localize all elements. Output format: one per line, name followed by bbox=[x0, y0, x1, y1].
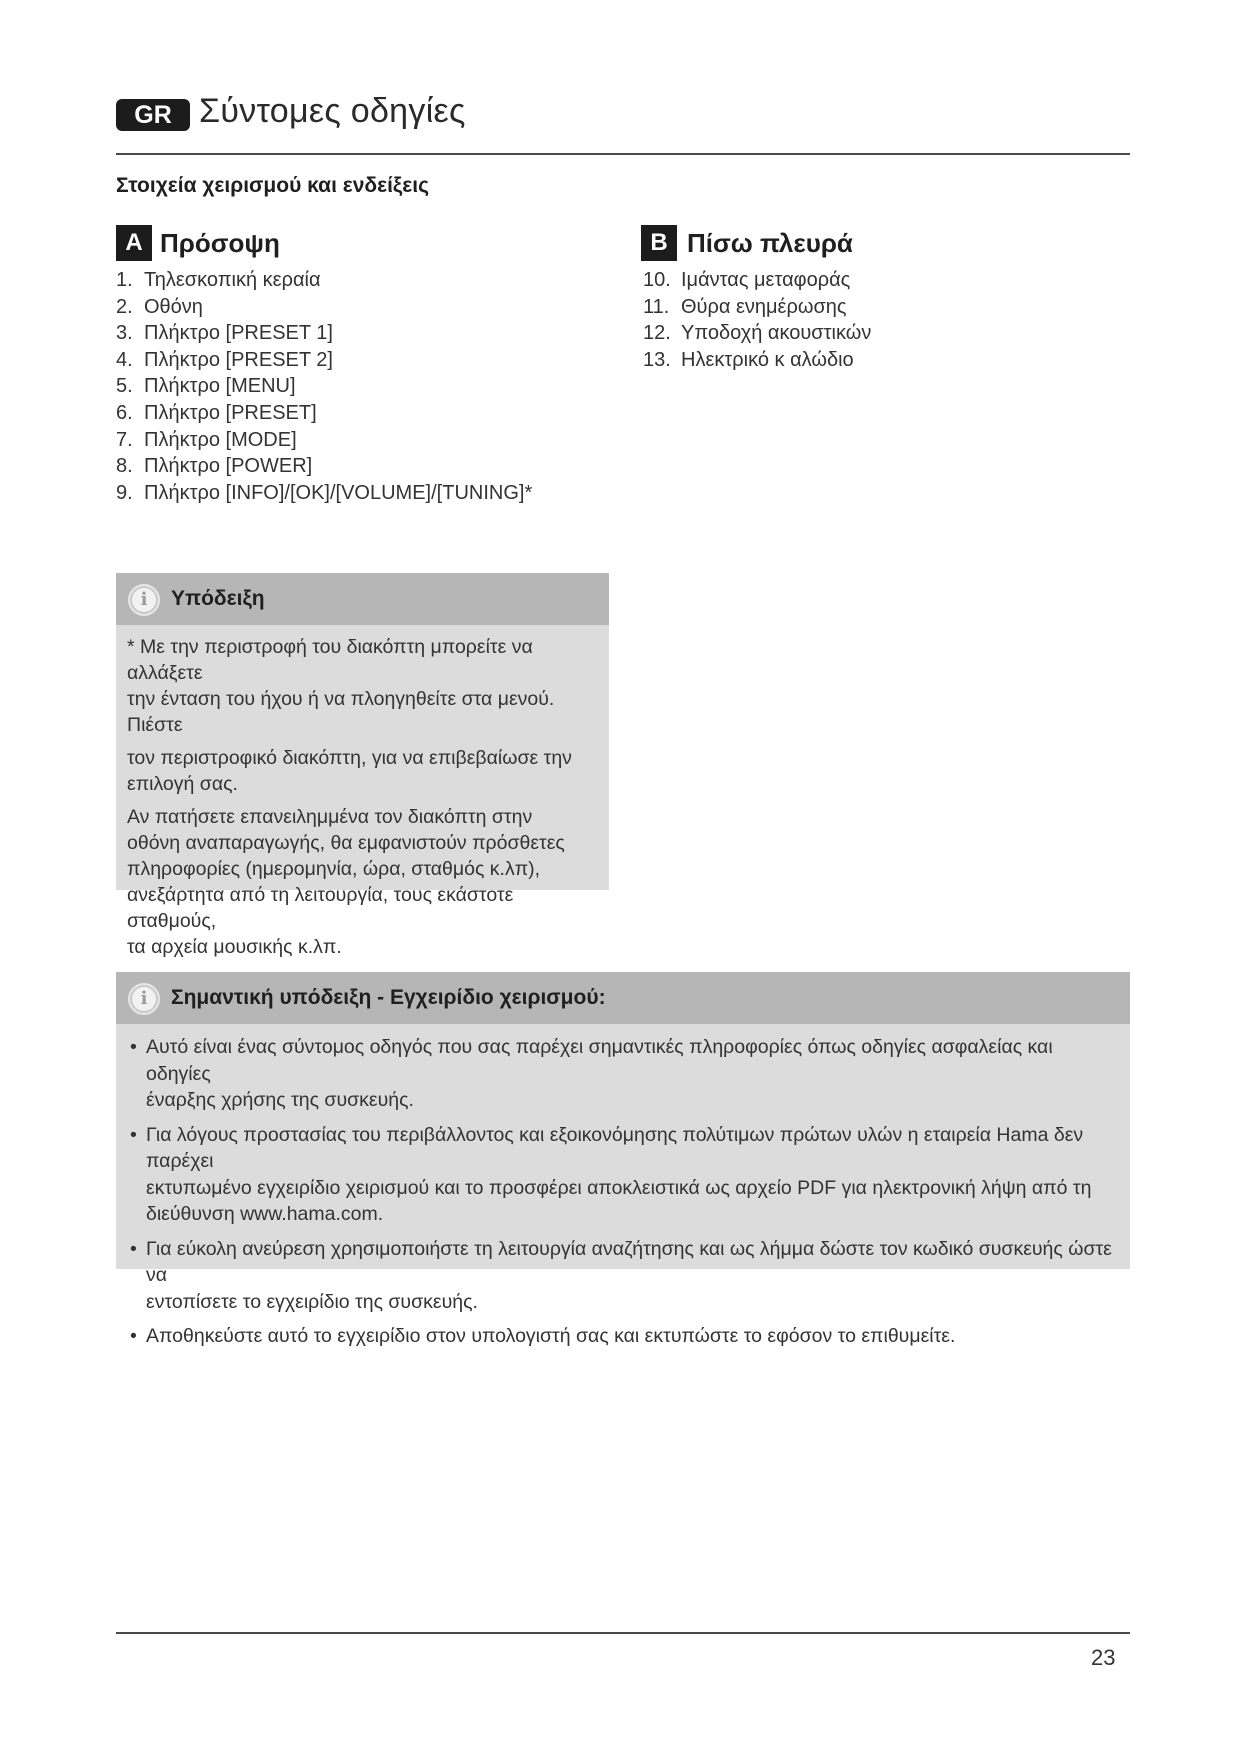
front-heading: Πρόσοψη bbox=[160, 228, 280, 258]
list-item bbox=[116, 373, 532, 400]
item-label: Πλήκτρο [PRESET] bbox=[144, 401, 317, 424]
list-item bbox=[643, 267, 871, 294]
note-line: Αν πατήσετε επανειλημμένα τον διακόπτη στην bbox=[127, 806, 533, 828]
item-number: 8. bbox=[116, 455, 133, 478]
bullet: • bbox=[130, 1325, 137, 1347]
bullet-line: Αυτό είναι ένας σύντομος οδηγός που σας παρέχει σημαντικές πληροφορίες όπως οδηγίες ασφαλείας και οδηγίες bbox=[146, 1036, 1053, 1085]
bullet-line: Για λόγους προστασίας του περιβάλλοντος και εξοικονόμησης πολύτιμων πρώτων υλών η εταιρεία Hama δεν παρέχει bbox=[146, 1123, 1084, 1172]
note-line: * Με την περιστροφή του διακόπτη μπορείτε να αλλάξετε bbox=[127, 636, 533, 684]
back-item-list bbox=[643, 267, 871, 373]
item-number: 7. bbox=[116, 428, 133, 451]
item-label: Ηλεκτρικό κ αλώδιο bbox=[681, 348, 854, 371]
list-item bbox=[643, 294, 871, 321]
item-label: Τηλεσκοπική κεραία bbox=[144, 269, 321, 291]
list-item bbox=[116, 400, 532, 427]
item-number: 11. bbox=[643, 295, 670, 318]
page-number: 23 bbox=[1091, 1645, 1116, 1670]
item-number: 2. bbox=[116, 295, 133, 318]
list-item bbox=[116, 1236, 1116, 1316]
bullet-line: διεύθυνση www.hama.com. bbox=[146, 1203, 384, 1225]
item-number: 5. bbox=[116, 375, 133, 398]
bullet: • bbox=[130, 1036, 137, 1058]
list-item bbox=[116, 1323, 1116, 1350]
item-number: 4. bbox=[116, 348, 133, 371]
note-line: πληροφορίες (ημερομηνία, ώρα, σταθμός κ.λπ), bbox=[127, 858, 541, 880]
bullet: • bbox=[130, 1237, 137, 1260]
item-label: Πλήκτρο [INFO]/[OK]/[VOLUME]/[TUNING]* bbox=[144, 481, 533, 504]
note-title: Υπόδειξη bbox=[171, 587, 265, 610]
important-header bbox=[116, 972, 1130, 1024]
note-body bbox=[127, 634, 605, 960]
note-line: ανεξάρτητα από τη λειτουργία, τους εκάστοτε σταθμούς, bbox=[127, 884, 514, 932]
list-item bbox=[116, 427, 532, 454]
note-header bbox=[116, 573, 609, 625]
list-item bbox=[116, 453, 532, 480]
info-icon: i bbox=[128, 584, 160, 616]
item-label: Οθόνη bbox=[144, 295, 203, 318]
list-item bbox=[116, 294, 532, 321]
list-item bbox=[116, 1034, 1116, 1114]
back-letter-badge: B bbox=[641, 225, 677, 261]
back-heading: Πίσω πλευρά bbox=[687, 228, 853, 258]
item-label: Ιμάντας μεταφοράς bbox=[681, 269, 851, 291]
item-number: 13. bbox=[643, 348, 671, 371]
item-label: Πλήκτρο [PRESET 2] bbox=[144, 348, 333, 371]
note-line: την ένταση του ήχου ή να πλοηγηθείτε στα μενού. Πιέστε bbox=[127, 688, 555, 736]
page-title: Σύντομες οδηγίες bbox=[199, 92, 466, 130]
list-item bbox=[116, 347, 532, 374]
note-line: επιλογή σας. bbox=[127, 773, 238, 795]
item-number: 3. bbox=[116, 322, 133, 345]
item-label: Πλήκτρο [PRESET 1] bbox=[144, 322, 333, 345]
note-line: οθόνη αναπαραγωγής, θα εμφανιστούν πρόσθετες bbox=[127, 832, 565, 854]
note-line: τα αρχεία μουσικής κ.λπ. bbox=[127, 936, 342, 958]
bullet-line: Για εύκολη ανεύρεση χρησιμοποιήστε τη λειτουργία αναζήτησης και ως λήμμα δώστε τον κωδικό συσκευής ώστε να bbox=[146, 1237, 1112, 1286]
info-icon: i bbox=[128, 983, 160, 1015]
important-list bbox=[116, 1034, 1116, 1350]
bullet-line: εντοπίσετε το εγχειρίδιο της συσκευής. bbox=[146, 1290, 478, 1313]
list-item bbox=[116, 1122, 1116, 1228]
footer-divider bbox=[116, 1632, 1130, 1634]
important-title: Σημαντική υπόδειξη - Εγχειρίδιο χειρισμού: bbox=[171, 986, 606, 1009]
important-box bbox=[116, 972, 1130, 1347]
item-number: 9. bbox=[116, 481, 133, 504]
item-label: Υποδοχή ακουστικών bbox=[681, 322, 872, 345]
item-number: 10. bbox=[643, 269, 671, 291]
bullet-line: εκτυπωμένο εγχειρίδιο χειρισμού και το προσφέρει αποκλειστικά ως αρχείο PDF για ηλεκτρονική λήψη από τη bbox=[146, 1176, 1092, 1199]
item-label: Θύρα ενημέρωσης bbox=[681, 295, 847, 318]
bullet: • bbox=[130, 1123, 137, 1146]
item-number: 1. bbox=[116, 269, 133, 291]
list-item bbox=[643, 320, 871, 347]
list-item bbox=[643, 347, 871, 374]
bullet-line: έναρξης χρήσης της συσκευής. bbox=[146, 1089, 414, 1111]
list-item bbox=[116, 267, 532, 294]
section-heading: Στοιχεία χειρισμού και ενδείξεις bbox=[116, 174, 429, 197]
front-letter-badge: A bbox=[116, 225, 152, 261]
bullet-line: Αποθηκεύστε αυτό το εγχειρίδιο στον υπολογιστή σας και εκτυπώστε το εφόσον το επιθυμείτε. bbox=[146, 1325, 956, 1347]
note-box bbox=[116, 573, 609, 958]
item-number: 6. bbox=[116, 401, 133, 424]
front-item-list bbox=[116, 267, 532, 506]
item-label: Πλήκτρο [MENU] bbox=[144, 375, 296, 398]
note-line: τον περιστροφικό διακόπτη, για να επιβεβαίωσε την bbox=[127, 747, 572, 769]
item-number: 12. bbox=[643, 322, 671, 345]
list-item bbox=[116, 480, 532, 507]
list-item bbox=[116, 320, 532, 347]
header-divider bbox=[116, 153, 1130, 155]
item-label: Πλήκτρο [MODE] bbox=[144, 428, 297, 451]
language-badge: GR bbox=[116, 99, 190, 131]
item-label: Πλήκτρο [POWER] bbox=[144, 455, 313, 478]
